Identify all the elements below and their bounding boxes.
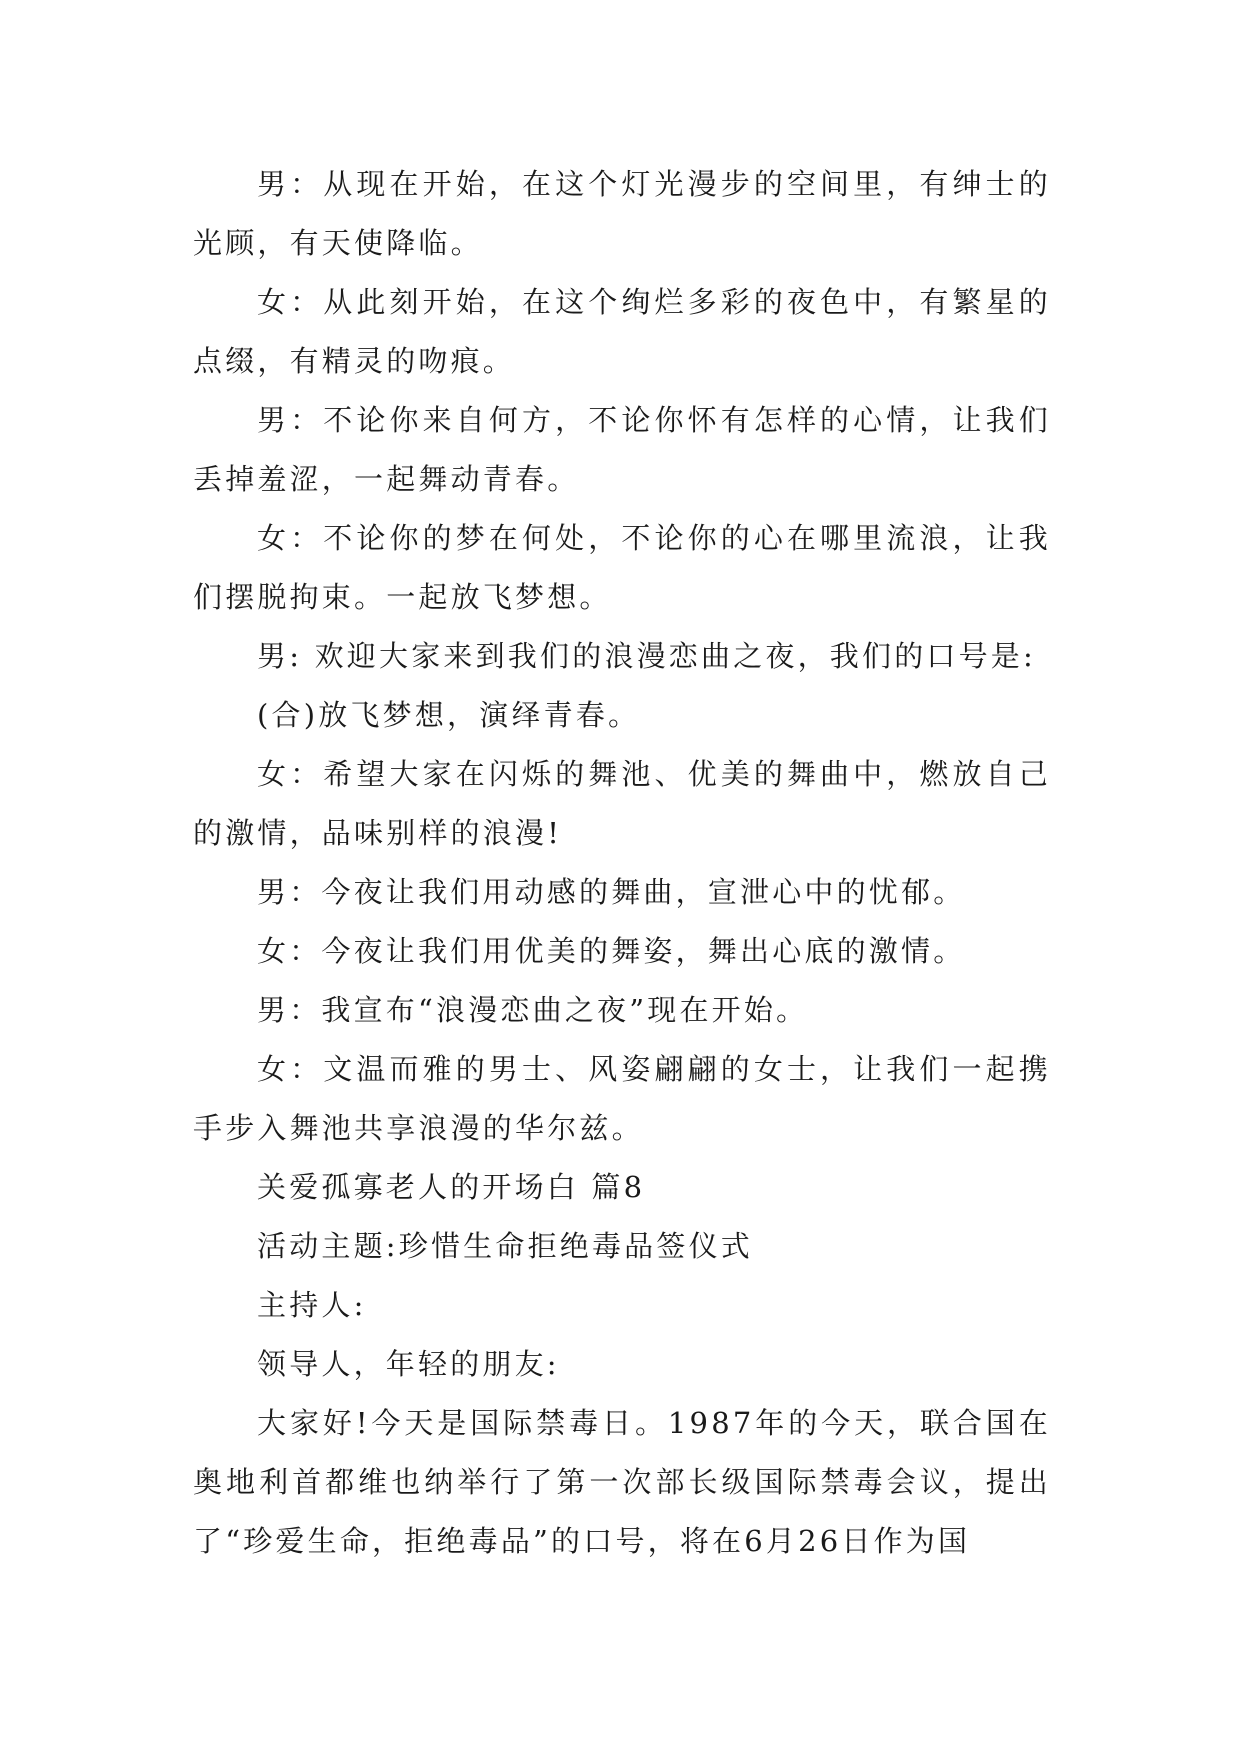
paragraph: 男：从现在开始，在这个灯光漫步的空间里，有绅士的光顾，有天使降临。 xyxy=(193,167,1051,260)
paragraph: 主持人: xyxy=(257,1288,367,1322)
section-heading: 关爱孤寡老人的开场白 篇8 xyxy=(257,1170,646,1204)
paragraph: 男: 欢迎大家来到我们的浪漫恋曲之夜，我们的口号是: xyxy=(257,639,1036,673)
paragraph: 男：今夜让我们用动感的舞曲，宣泄心中的忧郁。 xyxy=(257,875,966,909)
paragraph: 男：不论你来自何方，不论你怀有怎样的心情，让我们丢掉羞涩，一起舞动青春。 xyxy=(193,403,1051,496)
paragraph: (合)放飞梦想，演绎青春。 xyxy=(257,698,641,732)
paragraph: 活动主题:珍惜生命拒绝毒品签仪式 xyxy=(257,1229,753,1263)
paragraph: 女：今夜让我们用优美的舞姿，舞出心底的激情。 xyxy=(257,934,966,968)
document-body xyxy=(193,155,1051,1571)
paragraph: 女：不论你的梦在何处，不论你的心在哪里流浪，让我们摆脱拘束。一起放飞梦想。 xyxy=(193,521,1051,614)
paragraph: 女：文温而雅的男士、风姿翩翩的女士，让我们一起携手步入舞池共享浪漫的华尔兹。 xyxy=(193,1052,1051,1145)
paragraph: 男：我宣布“浪漫恋曲之夜”现在开始。 xyxy=(257,993,809,1027)
paragraph: 领导人，年轻的朋友: xyxy=(257,1347,560,1381)
paragraph: 女：从此刻开始，在这个绚烂多彩的夜色中，有繁星的点缀，有精灵的吻痕。 xyxy=(193,285,1051,378)
paragraph: 大家好!今天是国际禁毒日。1987年的今天，联合国在奥地利首都维也纳举行了第一次部长级国际禁毒会议，提出了“珍爱生命，拒绝毒品”的口号，将在6月26日作为国 xyxy=(193,1406,1051,1558)
paragraph: 女：希望大家在闪烁的舞池、优美的舞曲中，燃放自己的激情，品味别样的浪漫! xyxy=(193,757,1051,850)
